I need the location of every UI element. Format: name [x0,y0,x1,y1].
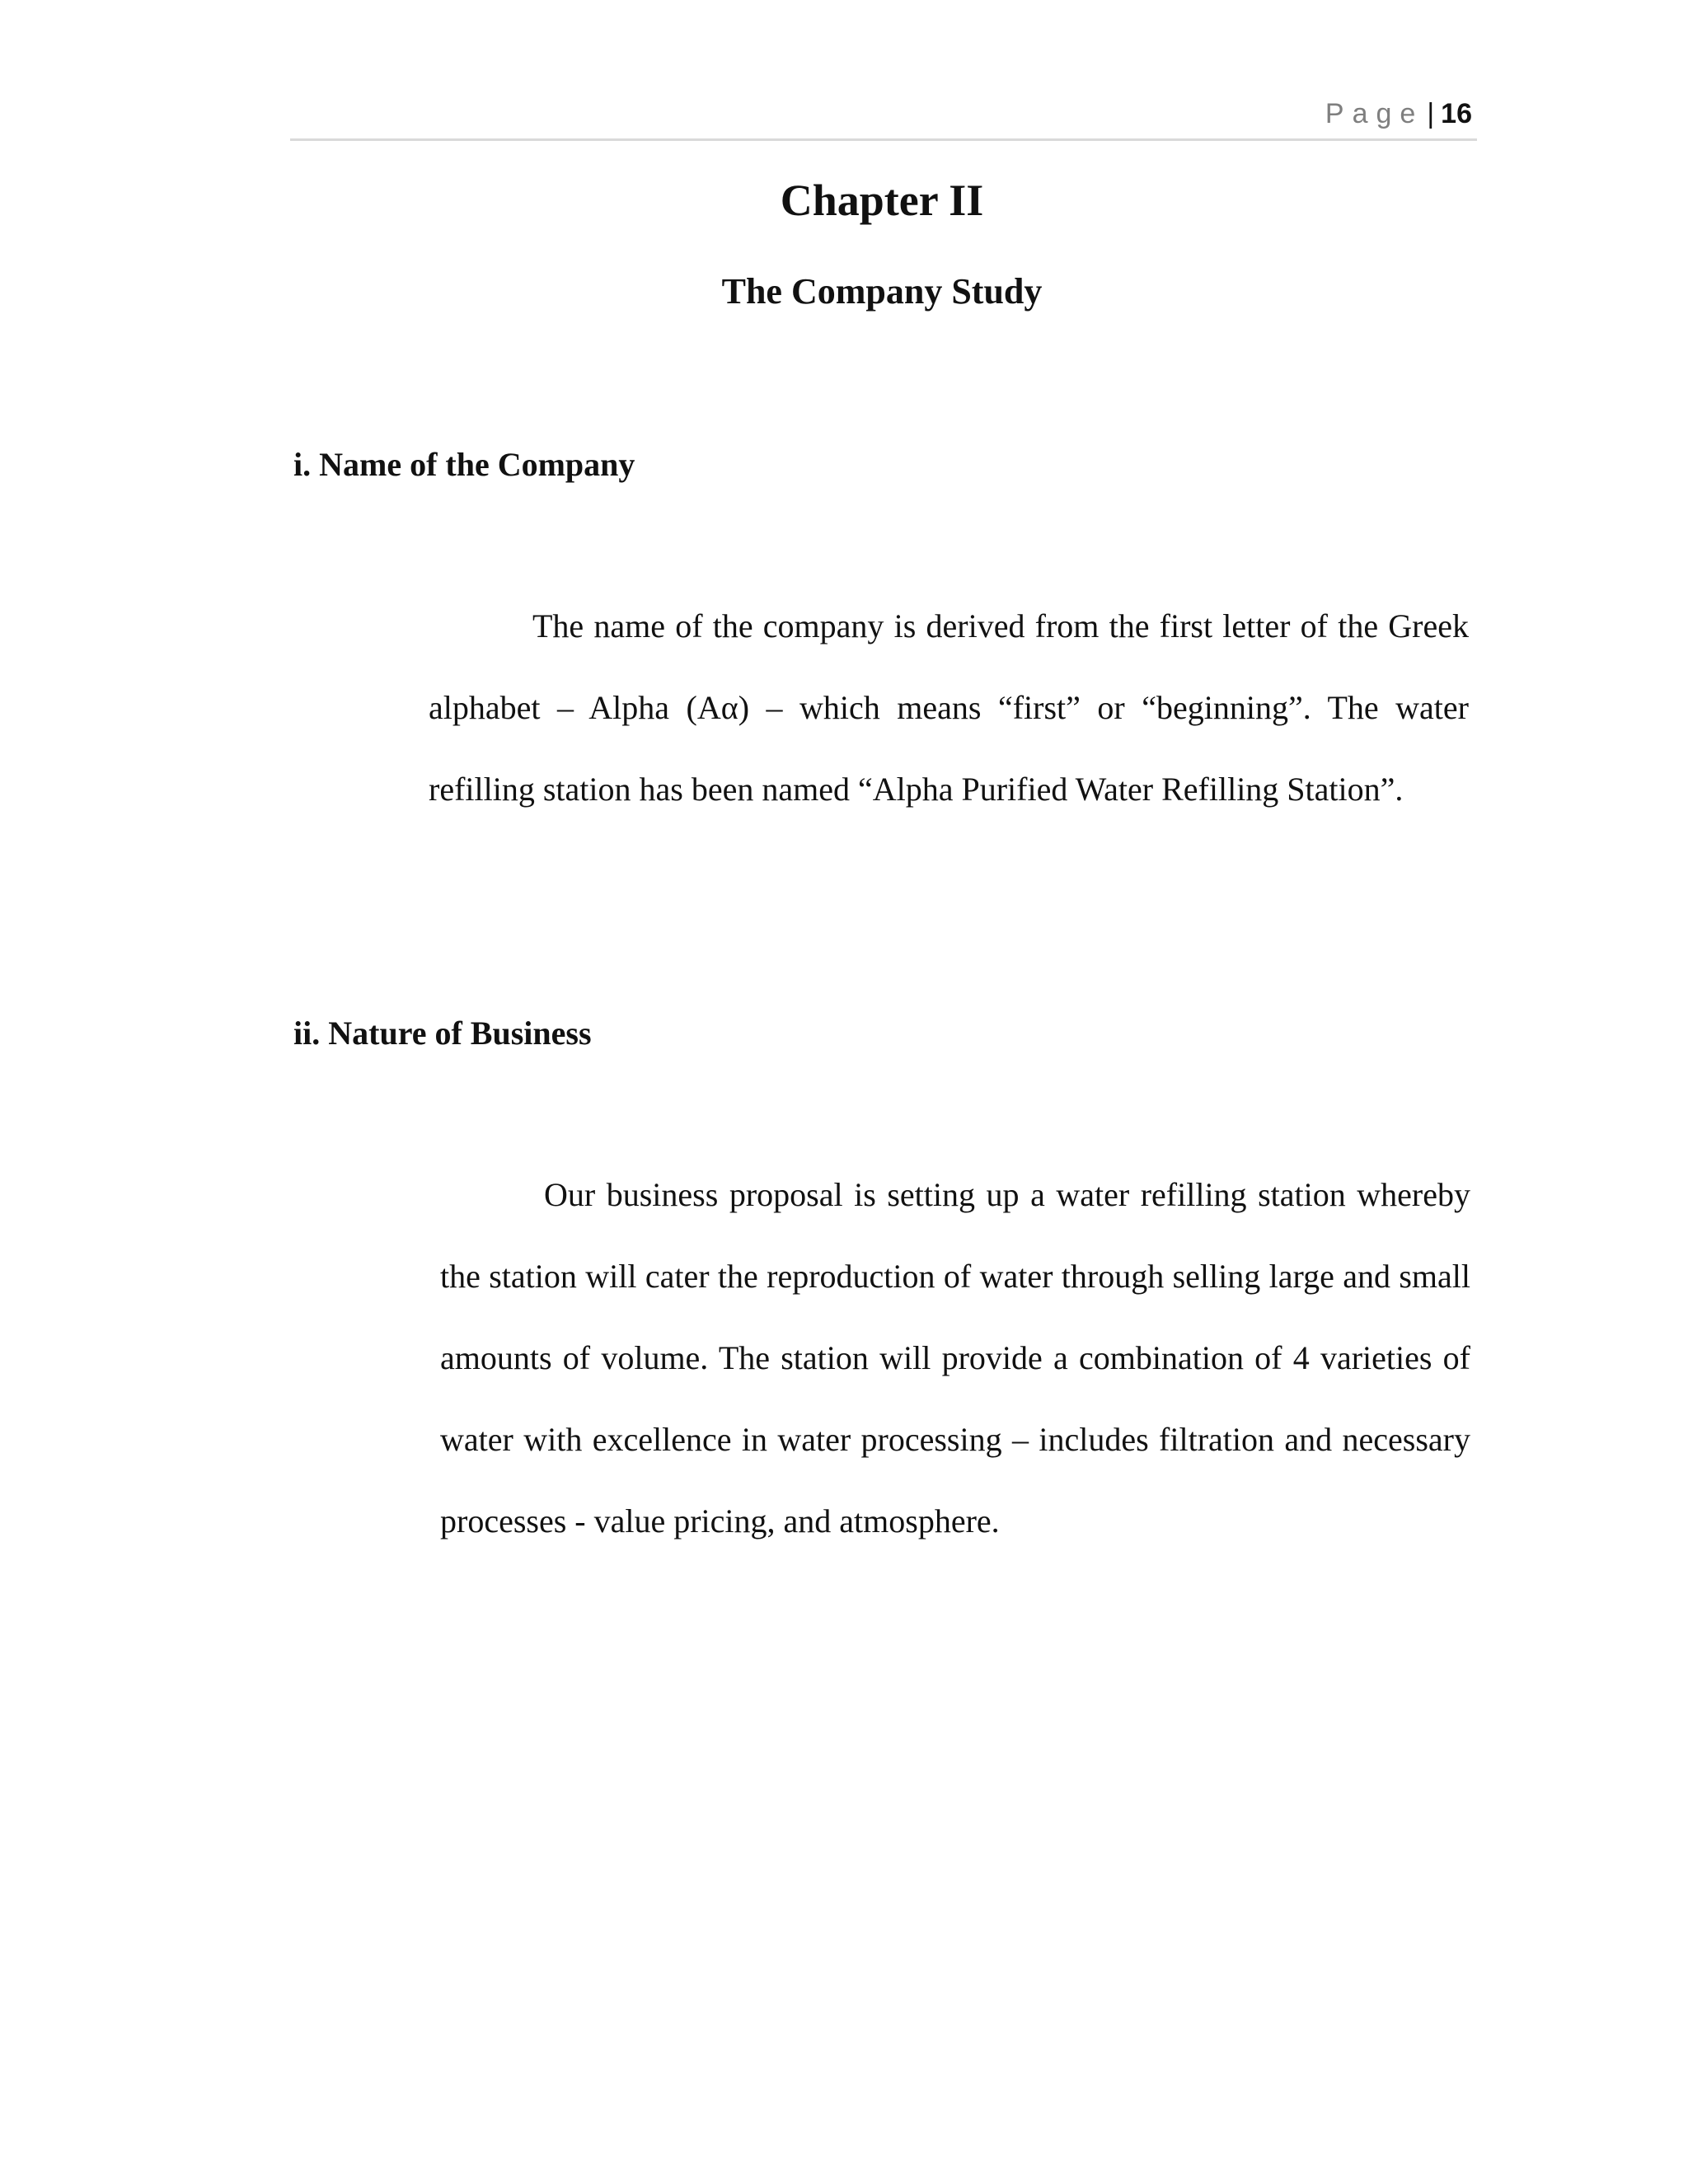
section-heading-nature-of-business [293,1010,592,1057]
page-number-label [1325,97,1472,130]
section-number: i. [293,446,312,483]
company-name-paragraph: The name of the company is derived from the first letter of the Greek alphabet – Alpha (Aα) – which means “first” or “beginning”. The water refilling station has been named “Alpha Purified Water Refilling Station”. [429,607,1469,808]
section-heading-name-of-company [293,442,635,488]
nature-of-business-paragraph: Our business proposal is setting up a water refilling station whereby the station will cater the reproduction of water through selling large and small amounts of volume. The station will provide a combination of 4 varieties of water with excellence in water processing – includes filtration and necessary processes - value pricing, and atmosphere. [440,1176,1470,1540]
page-number: 16 [1441,98,1472,129]
page-header [290,92,1477,141]
page-separator: | [1427,98,1435,129]
section-number: ii. [293,1015,321,1052]
chapter-subtitle: The Company Study [721,271,1043,312]
page-word: Page [1325,98,1424,129]
section-title: Name of the Company [319,446,635,483]
section-title: Nature of Business [328,1015,592,1052]
chapter-title: Chapter II [780,176,984,225]
